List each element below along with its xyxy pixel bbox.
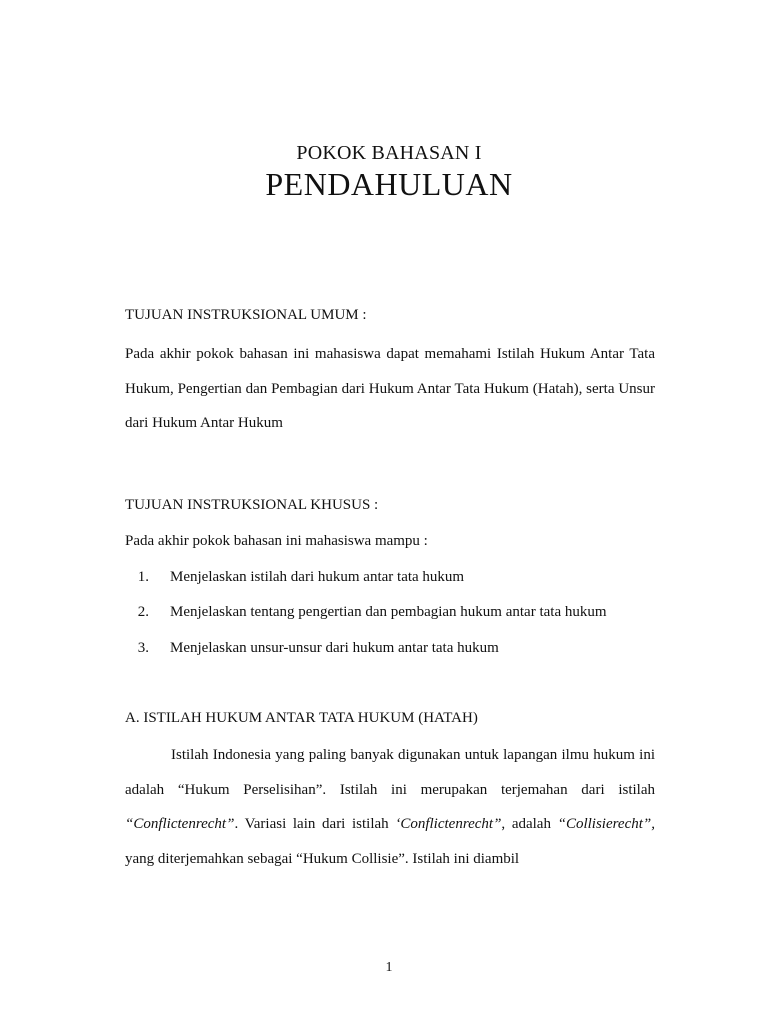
chapter-subtitle: POKOK BAHASAN I: [296, 142, 482, 164]
list-text: Menjelaskan istilah dari hukum antar tata hukum: [170, 569, 465, 585]
list-number: 3.: [137, 640, 149, 656]
chapter-title: PENDAHULUAN: [265, 166, 513, 202]
section-a-text-3: , adalah: [501, 816, 558, 832]
section-a-text-2: . Variasi lain dari istilah: [234, 816, 396, 832]
section-a-heading: A. ISTILAH HUKUM ANTAR TATA HUKUM (HATAH): [125, 710, 478, 726]
tiu-paragraph: Pada akhir pokok bahasan ini mahasiswa dapat memahami Istilah Hukum Antar Tata Hukum, Pengertian dan Pembagian dari Hukum Antar Tata Hukum (Hatah), serta Unsur dari Hukum Antar Hukum: [125, 346, 655, 431]
page-number: 1: [385, 960, 393, 975]
section-a-text-1: Istilah Indonesia yang paling banyak digunakan untuk lapangan ilmu hukum ini adalah “Hukum Perselisihan”. Istilah ini merupakan terjemahan dari istilah: [125, 747, 655, 798]
term-conflictenrecht-2: ‘Conflictenrecht”: [395, 816, 502, 832]
list-item: [125, 569, 464, 586]
section-a-paragraph: [125, 738, 655, 876]
list-text: Menjelaskan unsur-unsur dari hukum antar tata hukum: [170, 640, 499, 656]
list-number: 2.: [137, 604, 149, 620]
list-item: [125, 604, 607, 621]
list-item: [125, 640, 499, 657]
tik-intro: Pada akhir pokok bahasan ini mahasiswa mampu :: [125, 533, 428, 549]
term-conflictenrecht: “Conflictenrecht”: [125, 816, 235, 832]
tik-heading: TUJUAN INSTRUKSIONAL KHUSUS :: [125, 497, 379, 513]
term-collisierecht: “Collisierecht”,: [557, 816, 655, 832]
section-a-text-4: yang diterjemahkan sebagai “Hukum Collisie”. Istilah ini diambil: [125, 850, 520, 867]
list-number: 1.: [137, 569, 149, 585]
list-text: Menjelaskan tentang pengertian dan pembagian hukum antar tata hukum: [170, 604, 607, 620]
tiu-heading: TUJUAN INSTRUKSIONAL UMUM :: [125, 307, 367, 323]
